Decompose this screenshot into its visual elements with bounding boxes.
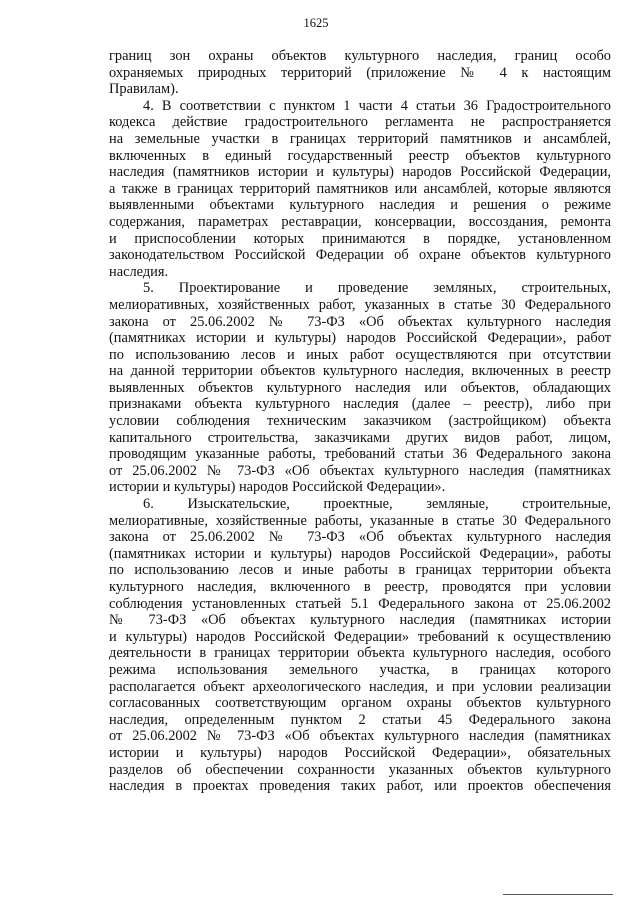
text-line: закона от 25.06.2002 № 73-ФЗ «Об объектах культурного наследия: [109, 313, 611, 330]
text-line: № 73-ФЗ «Об объектах культурного наследия (памятниках истории: [109, 612, 611, 629]
text-line: соблюдения установленных статьей 5.1 Федерального закона от 25.06.2002: [109, 595, 611, 612]
text-line: закона от 25.06.2002 № 73-ФЗ «Об объектах культурного наследия: [109, 529, 611, 546]
paragraph-p4: [109, 98, 611, 281]
text-line: и культуры) народов Российской Федерации» требований к осуществлению: [109, 628, 611, 645]
text-line: (памятниках истории и культуры) народов Российской Федерации», работы: [109, 545, 611, 562]
text-line: и приспособлении которых принимаются в порядке, установленном: [109, 230, 611, 247]
text-line: разделов об обеспечении сохранности указанных объектов культурного: [109, 761, 611, 778]
text-line: наследия.: [109, 263, 169, 280]
document-body: [109, 48, 611, 795]
text-line: по использованию лесов и иных работ осуществляются при отсутствии: [109, 346, 611, 363]
text-line: наследия, определенным пунктом 2 статьи 45 Федерального закона: [109, 711, 611, 728]
text-line: признаками объекта культурного наследия (далее – реестр), либо при: [109, 396, 611, 413]
text-line: истории и культуры) народов Российской Федерации».: [109, 479, 446, 496]
text-line: культурного наследия, включенного в реестр, проводятся при условии: [109, 579, 611, 595]
text-line: деятельности в границах территории объекта культурного наследия, особого: [109, 645, 611, 662]
paragraph-p6: [109, 496, 611, 795]
text-line: (памятниках истории и культуры) народов Российской Федерации», работ: [109, 330, 611, 347]
text-line: 4. В соответствии с пунктом 1 части 4 статьи 36 Градостроительного: [143, 97, 611, 114]
text-line: границ зон охраны объектов культурного наследия, границ особо: [109, 48, 611, 64]
text-line: содержания, параметрах реставрации, консервации, воссоздания, ремонта: [109, 213, 611, 230]
text-line: от 25.06.2002 № 73-ФЗ «Об объектах культурного наследия (памятниках: [109, 728, 611, 745]
text-line: а также в границах территорий памятников или ансамблей, которые являются: [109, 180, 611, 197]
text-line: по использованию лесов и иные работы в границах территории объекта: [109, 562, 611, 579]
text-line: согласованных соответствующим органом охраны объектов культурного: [109, 695, 611, 712]
text-line: законодательством Российской Федерации об охране объектов культурного: [109, 247, 611, 264]
text-line: включенных в единый государственный реестр объектов культурного: [109, 147, 611, 164]
text-line: мелиоративных, хозяйственных работ, указанных в статье 30 Федерального: [109, 296, 611, 313]
text-line: истории и культуры) народов Российской Федерации», обязательных: [109, 744, 611, 761]
bottom-rule: [503, 894, 613, 895]
text-line: проводящим указанные работы, требований статьи 36 Федерального закона: [109, 446, 611, 463]
text-line: наследия (памятников истории и культуры) народов Российской Федерации,: [109, 164, 611, 181]
text-line: 5. Проектирование и проведение земляных, строительных,: [143, 280, 611, 297]
text-line: охраняемых природных территорий (приложение № 4 к настоящим: [109, 64, 611, 81]
text-line: на земельные участки в границах территорий памятников и ансамблей,: [109, 130, 611, 147]
text-line: выявленных объектов культурного наследия или объектов, обладающих: [109, 379, 611, 396]
text-line: наследия в проектах проведения таких работ, или проектов обеспечения: [109, 778, 611, 795]
text-line: Правилам).: [109, 81, 179, 98]
page-number: 1625: [303, 16, 329, 30]
text-line: условии соблюдения техническим заказчиком (застройщиком) объекта: [109, 413, 611, 430]
text-line: режима использования земельного участка, в границах которого: [109, 661, 611, 678]
paragraph-p-cont: [109, 48, 611, 98]
paragraph-p5: [109, 280, 611, 496]
text-line: капитального строительства, заказчиками других видов работ, лицом,: [109, 429, 611, 446]
text-line: мелиоративные, хозяйственные работы, указанные в статье 30 Федерального: [109, 512, 611, 529]
text-line: от 25.06.2002 № 73-ФЗ «Об объектах культурного наследия (памятниках: [109, 462, 611, 479]
text-line: на данной территории объектов культурного наследия, включенных в реестр: [109, 363, 611, 380]
text-line: кодекса действие градостроительного регламента не распространяется: [109, 114, 611, 131]
text-line: 6. Изыскательские, проектные, земляные, строительные,: [143, 496, 611, 513]
text-line: располагается объект археологического наследия, и при условии реализации: [109, 678, 611, 695]
text-line: выявленными объектами культурного наследия и решения о режиме: [109, 197, 611, 214]
